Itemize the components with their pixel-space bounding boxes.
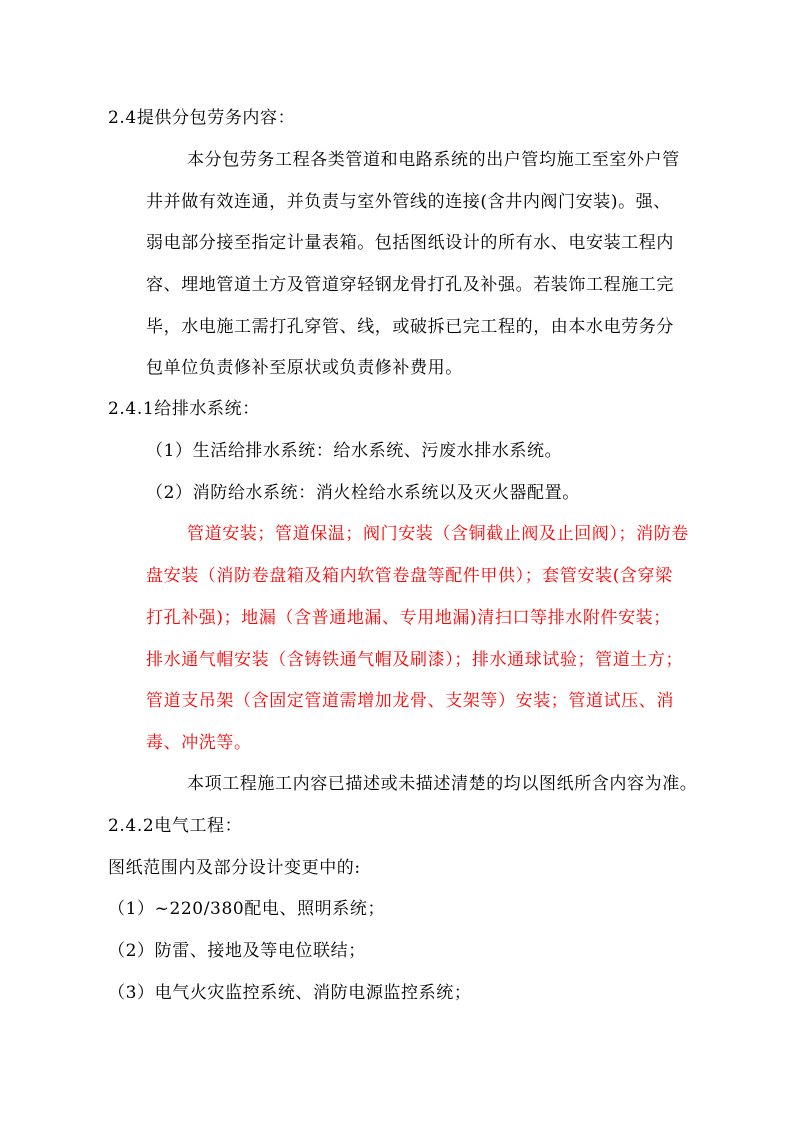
red-paragraph-line: 管道安装；管道保温；阀门安装（含铜截止阀及止回阀）；消防卷 [187, 524, 689, 544]
list-item: （2）防雷、接地及等电位联结； [108, 941, 366, 961]
section-heading-2-4-2: 2.4.2电气工程： [108, 816, 243, 836]
paragraph-line: 弱电部分接至指定计量表箱。包括图纸设计的所有水、电安装工程内 [146, 233, 674, 253]
red-paragraph-line: 打孔补强)；地漏（含普通地漏、专用地漏)清扫口等排水附件安装； [146, 608, 671, 628]
list-item: （2）消防给水系统：消火栓给水系统以及灭火器配置。 [146, 483, 580, 503]
red-paragraph-line: 盘安装（消防卷盘箱及箱内软管卷盘等配件甲供）；套管安装(含穿梁 [146, 566, 673, 586]
paragraph-line: 本分包劳务工程各类管道和电路系统的出户管均施工至室外户管 [187, 150, 680, 170]
paragraph-line: 毕，水电施工需打孔穿管、线，或破拆已完工程的，由本水电劳务分 [146, 317, 674, 337]
paragraph-line: 井并做有效连通，并负责与室外管线的连接(含井内阀门安装)。强、 [146, 192, 671, 212]
paragraph-line: 容、埋地管道土方及管道穿轻钢龙骨打孔及补强。若装饰工程施工完 [146, 275, 674, 295]
list-item: （1）生活给排水系统：给水系统、污废水排水系统。 [146, 441, 563, 461]
section-heading-2-4-1: 2.4.1给排水系统： [108, 399, 260, 419]
paragraph-line: 图纸范围内及部分设计变更中的: [108, 858, 361, 878]
section-heading-2-4: 2.4提供分包劳务内容： [108, 108, 296, 128]
note-line: 本项工程施工内容已描述或未描述清楚的均以图纸所含内容为准。 [187, 774, 698, 794]
red-paragraph-line: 排水通气帽安装（含铸铁通气帽及刷漆）；排水通球试验；管道土方； [146, 650, 684, 670]
red-paragraph-line: 毒、冲洗等。 [146, 733, 252, 753]
paragraph-line: 包单位负责修补至原状或负责修补费用。 [146, 358, 463, 378]
list-item: （1）~220/380配电、照明系统； [108, 899, 386, 919]
red-paragraph-line: 管道支吊架（含固定管道需增加龙骨、支架等）安装；管道试压、消 [146, 691, 674, 711]
list-item: （3）电气火灾监控系统、消防电源监控系统； [108, 983, 472, 1003]
